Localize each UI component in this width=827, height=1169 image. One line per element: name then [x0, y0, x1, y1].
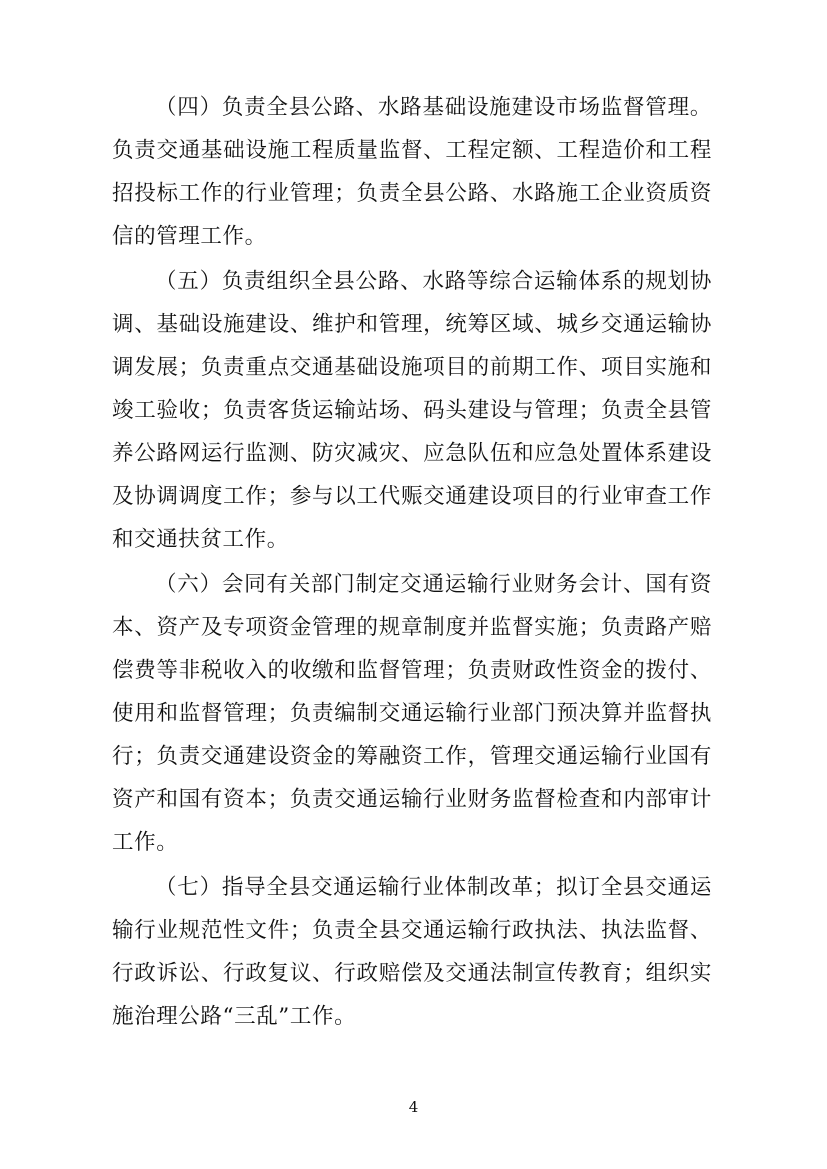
document-body	[112, 86, 712, 1038]
paragraph-six: （六）会同有关部门制定交通运输行业财务会计、国有资本、资产及专项资金管理的规章制度并监督实施；负责路产赔偿费等非税收入的收缴和监督管理；负责财政性资金的拨付、使用和监督管理；负责编制交通运输行业部门预决算并监督执行；负责交通建设资金的筹融资工作，管理交通运输行业国有资产和国有资本；负责交通运输行业财务监督检查和内部审计工作。	[112, 572, 712, 855]
paragraph-five: （五）负责组织全县公路、水路等综合运输体系的规划协调、基础设施建设、维护和管理，统筹区域、城乡交通运输协调发展；负责重点交通基础设施项目的前期工作、项目实施和竣工验收；负责客货运输站场、码头建设与管理；负责全县管养公路网运行监测、防灾减灾、应急队伍和应急处置体系建设及协调调度工作；参与以工代赈交通建设项目的行业审查工作和交通扶贫工作。	[112, 269, 712, 552]
paragraph-seven: （七）指导全县交通运输行业体制改革；拟订全县交通运输行业规范性文件；负责全县交通运输行政执法、执法监督、行政诉讼、行政复议、行政赔偿及交通法制宣传教育；组织实施治理公路“三乱”工作。	[112, 875, 712, 1029]
paragraph-four: （四）负责全县公路、水路基础设施建设市场监督管理。负责交通基础设施工程质量监督、工程定额、工程造价和工程招投标工作的行业管理；负责全县公路、水路施工企业资质资信的管理工作。	[112, 95, 712, 249]
page-number: 4	[408, 1098, 419, 1116]
